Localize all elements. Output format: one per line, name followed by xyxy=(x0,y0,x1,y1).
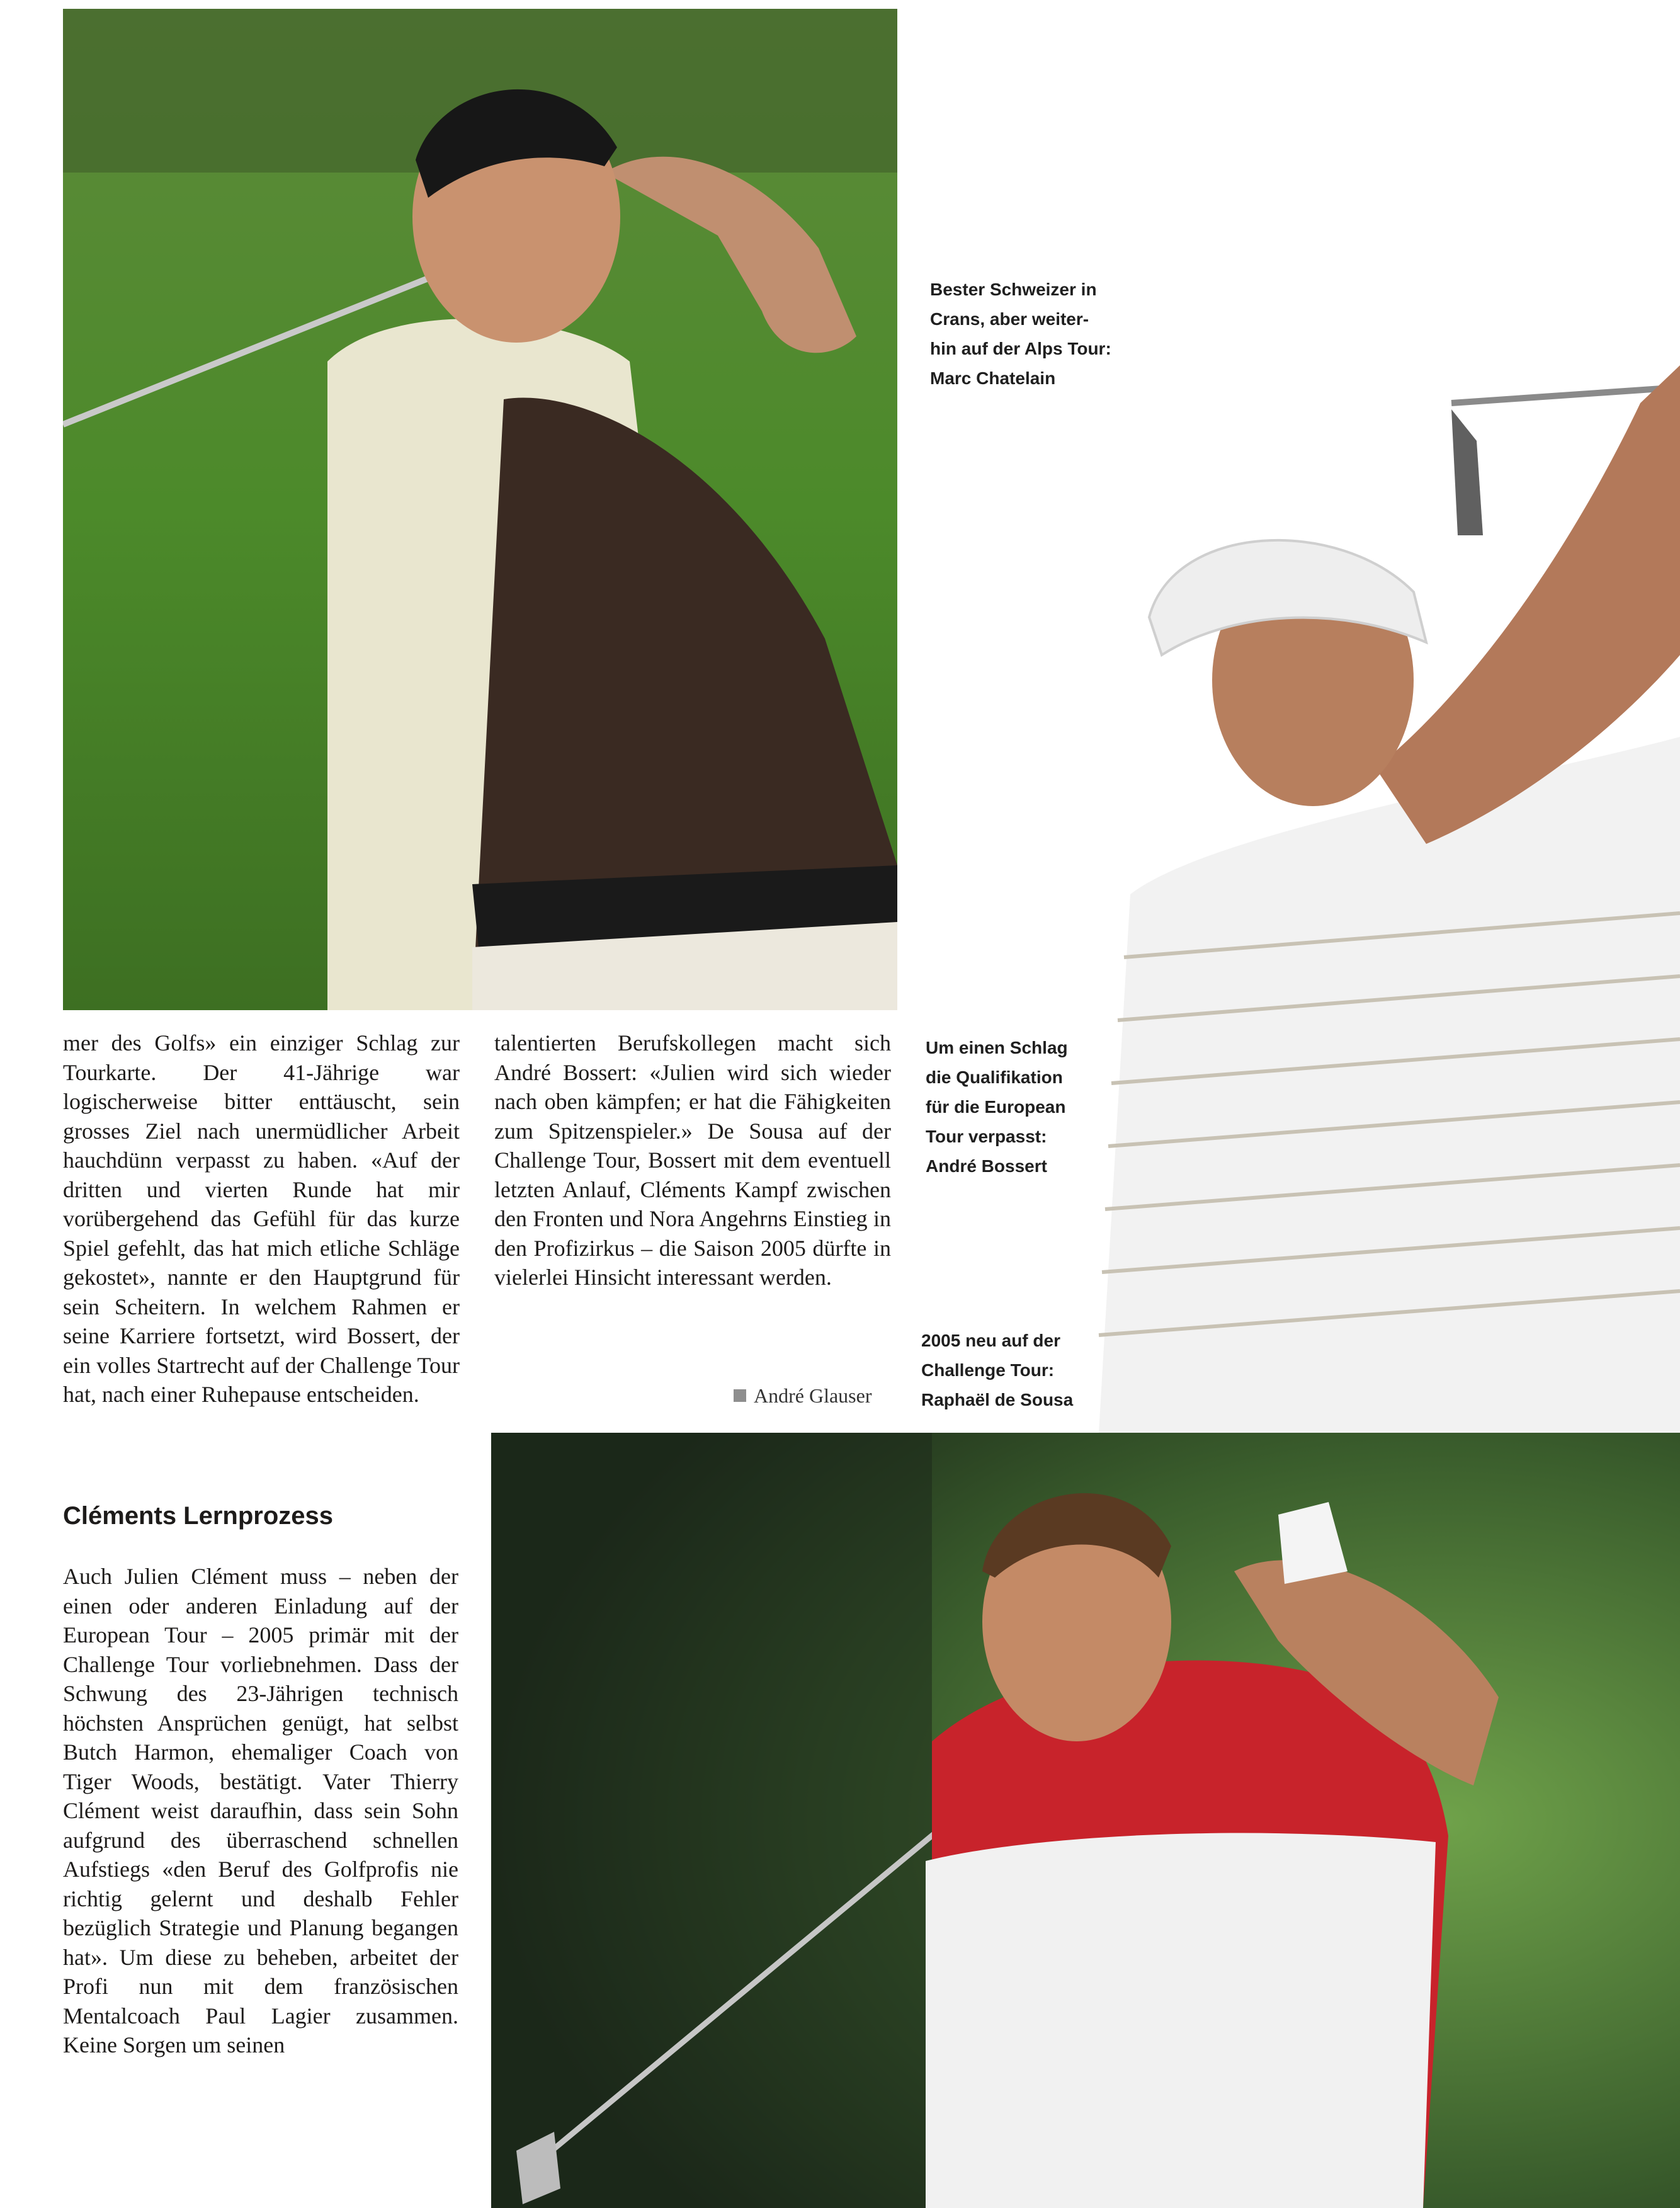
byline-author: André Glauser xyxy=(754,1384,872,1407)
paragraph-column-3: Auch Julien Clément muss – neben der einen oder anderen Einladung auf der European Tour – 2005 primär mit der Challenge Tour vorliebnehmen. Dass der Schwung des 23-Jährigen technisch höchsten Ansprüchen genügt, hat selbst Butch Harmon, ehemaliger Coach von Tiger Woods, bestätigt. Vater Thierry Clément weist daraufhin, dass sein Sohn aufgrund des überraschend schnellen Aufstiegs «den Beruf des Golfprofis nie richtig gelernt und deshalb Fehler bezüglich Strategie und Planung begangen hat». Um diese zu beheben, arbeitet der Profi nun mit dem französischen Mentalcoach Paul Lagier zusammen. Keine Sorgen um seinen xyxy=(63,1564,458,2057)
caption-andre-bossert: Um einen Schlag die Qualifikation für die European Tour verpasst: André Bossert xyxy=(926,1038,1068,1176)
photo-golfer-bossert xyxy=(1074,327,1680,1433)
caption-raphael-de-sousa: 2005 neu auf der Challenge Tour: Raphaël de Sousa xyxy=(921,1331,1074,1409)
paragraph-column-2: talentierten Berufskollegen macht sich André Bossert: «Julien wird sich wieder nach oben kämpfen; er hat die Fähigkeiten zum Spitzenspieler.» De Sousa auf der Challenge Tour, Bossert mit dem eventuell letzten Anlauf, Cléments Kampf zwischen den Fronten und Nora Angehrns Einstieg in den Profizirkus – die Saison 2005 dürfte in vielerlei Hinsicht interessant werden. xyxy=(494,1030,891,1290)
byline-square-icon xyxy=(734,1389,746,1402)
article-column-3 xyxy=(63,1562,458,2060)
photo-golfer-chatelain xyxy=(63,9,897,1010)
byline xyxy=(734,1384,871,1408)
section-heading: Cléments Lernprozess xyxy=(63,1502,334,1530)
photo-golfer-de-sousa xyxy=(491,1433,1680,2208)
article-column-2 xyxy=(494,1028,891,1292)
article-column-1 xyxy=(63,1028,460,1409)
caption-marc-chatelain: Bester Schweizer in Crans, aber weiter- hin auf der Alps Tour: Marc Chatelain xyxy=(930,280,1111,388)
paragraph-column-1: mer des Golfs» ein einziger Schlag zur Tourkarte. Der 41-Jährige war logischerweise bitter enttäuscht, sein grosses Ziel nach unermüdlicher Arbeit hauchdünn verpasst zu haben. «Auf der dritten und vierten Runde hat mir vorübergehend das Gefühl für das kurze Spiel gefehlt, das hat mich etliche Schläge gekostet», nannte er den Hauptgrund für sein Scheitern. In welchem Rahmen er seine Karriere fortsetzt, wird Bossert, der ein volles Startrecht auf der Challenge Tour hat, nach einer Ruhepause entscheiden. xyxy=(63,1030,460,1407)
